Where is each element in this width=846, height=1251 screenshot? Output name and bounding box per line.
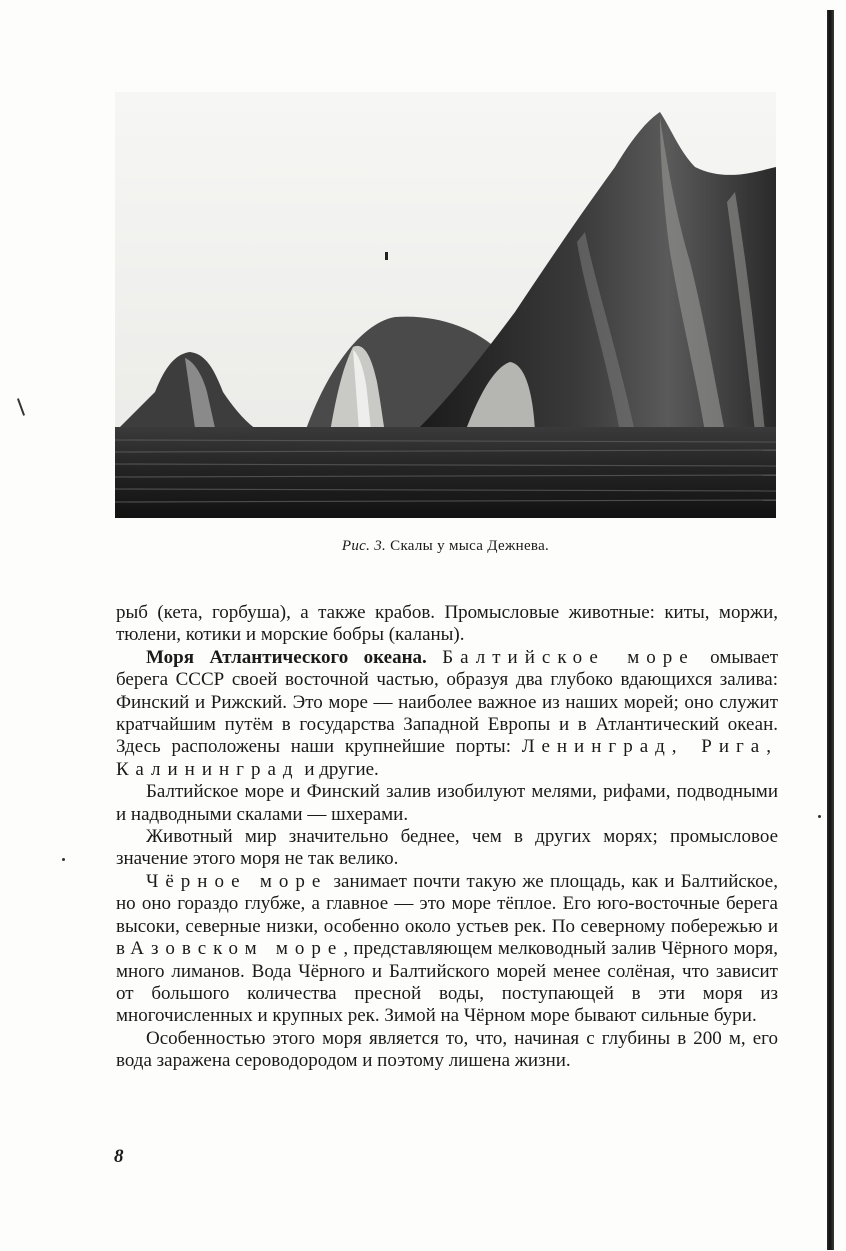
- heading-space: [427, 647, 442, 668]
- paragraph-2-end: и другие.: [299, 758, 379, 780]
- paragraph-1: рыб (кета, горбуша), а также крабов. Промысловые животные: киты, моржи, тюлени, котики и морские бобры (каланы).: [116, 602, 778, 646]
- paragraph-5: [116, 871, 778, 1028]
- spaced-term-baltic: Балтийское море: [442, 646, 695, 668]
- spaced-term-azov: Азовском море: [130, 938, 344, 960]
- paragraph-6: Особенностью этого моря является то, что, начиная с глубины в 200 м, его вода заражена сероводородом и поэтому лишена жизни.: [116, 1027, 778, 1072]
- spaced-term-ports: Ленинград, Рига, Калининград: [116, 736, 778, 780]
- scan-edge-bar: [827, 10, 834, 1250]
- figure-caption: [115, 538, 776, 555]
- figure-caption-text: Скалы у мыса Дежнева.: [390, 538, 550, 554]
- body-text: [116, 602, 778, 1073]
- paragraph-2: [116, 647, 778, 781]
- cliffs-illustration: [115, 92, 776, 518]
- spaced-term-black-sea: Чёрное море: [146, 870, 328, 892]
- page-number: 8: [114, 1146, 124, 1167]
- scan-dot-right: [818, 815, 821, 818]
- figure-illustration: [115, 92, 776, 518]
- paragraph-5-body: занимает почти такую же площадь, как и Балтийское, но оно гораздо глубже, а главное — это море тёплое. Его юго-восточные берега высоки, северные низки, особенно около устьев рек. По северному побережью и в: [116, 870, 778, 960]
- scan-dot-left: [62, 858, 65, 861]
- paragraph-3: Балтийское море и Финский залив изобилуют мелями, рифами, подводными и надводными скалами — шхерами.: [116, 781, 778, 825]
- figure-label: Рис. 3.: [341, 538, 387, 554]
- section-heading: Моря Атлантического океана.: [146, 646, 427, 668]
- paragraph-2-body: омывает берега СССР своей восточной частью, образуя два глубоко вдающихся залива: Финский и Рижский. Это море — наиболее важное из наших морей; оно служит кратчайшим путём в государства Западной Европы и в Атлантический океан. Здесь расположены наши крупнейшие порты:: [116, 646, 778, 758]
- scan-mark-left: [17, 398, 25, 416]
- paragraph-5-end: , представляющем мелководный залив Чёрного моря, много лиманов. Вода Чёрного и Балтийского морей менее солёная, что зависит от большого количества пресной воды, поступающей в эти моря из многочисленных и крупных рек. Зимой на Чёрном море бывают сильные бури.: [116, 938, 778, 1027]
- paragraph-4: Животный мир значительно беднее, чем в других морях; промысловое значение этого моря не так велико.: [116, 826, 778, 870]
